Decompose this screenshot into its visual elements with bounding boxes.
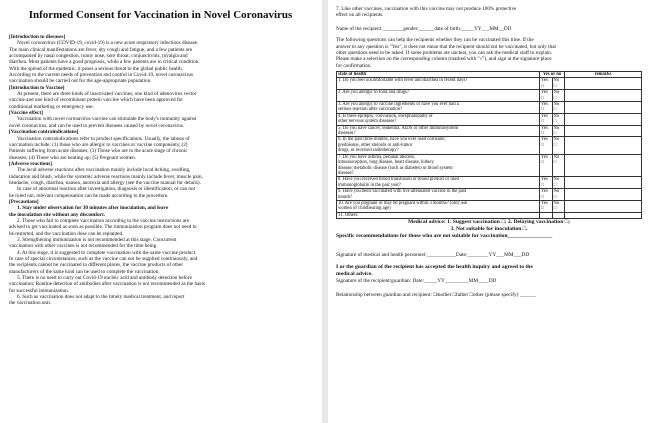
health-question (337, 154, 540, 177)
yes-checkbox[interactable]: Yes □ (540, 125, 553, 137)
precaution-7-line: effect on all recipients. (336, 12, 384, 19)
body-text-line: for successful immunization. (9, 287, 70, 294)
health-question (337, 113, 540, 125)
question-text: immunoglobulin in the past year? (338, 182, 402, 188)
remarks-cell[interactable] (565, 137, 642, 154)
health-question (337, 78, 540, 90)
specific-recommendations-line[interactable]: Specific recommendations for those who are not suitable for vaccination________________ (336, 233, 553, 240)
health-question (337, 177, 540, 189)
body-text-line: At present, there are three kinds of inactivated vaccines, one kind of adenovirus vector (17, 91, 197, 98)
table-row (337, 189, 642, 201)
table-row (337, 125, 642, 137)
health-status-table (336, 71, 642, 219)
header-yes-or-no: Yes or no (540, 72, 565, 78)
question-text: 1. Do you feel uncomfortable with fever and diarrhea in recent days? (338, 78, 468, 84)
yes-checkbox[interactable]: Yes □ (540, 102, 553, 114)
header-remarks: remarks (565, 72, 642, 78)
health-question (337, 90, 540, 102)
section-heading: [Introduction to diseases] (9, 34, 66, 40)
guardian-consent-line: medical advice. (336, 270, 373, 277)
table-row (337, 200, 642, 212)
body-text-line: 3. Strengthening immunization is not recommended at this stage. Concurrent (17, 237, 177, 243)
remarks-cell[interactable] (565, 200, 642, 212)
body-text-line: diarrhea. Most patients have a good prognosis, while a few patients are in critical condition. (9, 59, 200, 66)
body-text-line: 2. Those who fail to complete vaccination according to the vaccine instructions are (17, 217, 190, 224)
remarks-cell[interactable] (565, 154, 642, 177)
remarks-cell[interactable] (565, 78, 642, 90)
body-text-line: headache, cough, diarrhea, nausea, anorexia and allergy (see the vaccine manual for details). (9, 179, 201, 186)
instruction-line: The following questions can help the recipients whether they can be vaccinated this time. If the (336, 37, 534, 44)
question-text: month? (338, 194, 353, 200)
question-text: other nervous system diseases? (338, 119, 397, 125)
yes-checkbox[interactable]: Yes □ (540, 137, 553, 154)
section-heading: [Adverse reactions] (9, 160, 52, 167)
section-heading: [Introduction to Vaccine] (9, 84, 65, 91)
guardian-relationship-line[interactable]: Relationship between guardian and recipient: □mother □father □other (please specify) ______ (336, 292, 536, 299)
yes-checkbox[interactable] (540, 212, 553, 218)
body-text-line: the vaccination unit. (9, 300, 52, 307)
health-question (337, 125, 540, 137)
section-heading: 1. Stay under observation for 30 minutes after inoculation, and leave (17, 205, 169, 212)
remarks-cell[interactable] (565, 212, 642, 218)
no-checkbox[interactable]: No □ (552, 189, 565, 201)
remarks-cell[interactable] (565, 189, 642, 201)
guardian-signature-line[interactable]: Signature of the recipient/guardian: Date:_____YY_________MM____DD (336, 277, 497, 284)
body-text-line: 4. At this stage, it is suggested to complete vaccination with the same vaccine product. (17, 249, 197, 256)
body-text-line: vaccination include: (1) those who are allergic to vaccines or vaccine components; (2) (9, 141, 188, 148)
question-text: 5. Do you have cancer, leukemia, AIDS or other immunosystem (338, 125, 459, 131)
question-text: 11. Others: (338, 212, 359, 218)
body-text-line: manufacturers of the same kind can be used to complete the vaccination. (9, 268, 160, 275)
body-text-line: Patients suffering from acute diseases; (3) Those who are in the acute stage of chronic (9, 148, 188, 155)
body-text-line: In case of abnormal reaction after investigation, diagnosis or identification, or can not (17, 186, 196, 193)
question-text: drugs, or received radiotherapy? (338, 148, 399, 154)
question-text: 10. Are you pregnant or may be pregnant within 3 months? (only ask (338, 200, 468, 206)
question-text: intussusception, lung disease, heart disease, kidney (338, 160, 434, 166)
remarks-cell[interactable] (565, 113, 642, 125)
body-text-line: 6. Such as vaccination does not adapt to the timely medical treatment, and report (17, 294, 185, 301)
document-title: Informed Consent for Vaccination in Novel Coronavirus (28, 9, 293, 21)
no-checkbox[interactable]: No □ (552, 154, 565, 177)
question-text: 3. Are you allergic to vaccine ingredients or have you ever had a (338, 102, 459, 108)
recipient-info-line[interactable]: Name of the recipient:________gender:______date of birth:_____YY___MM__DD (336, 25, 512, 32)
no-checkbox[interactable]: No □ (552, 137, 565, 154)
remarks-cell[interactable] (565, 90, 642, 102)
consent-body (9, 34, 312, 307)
body-text-line: vaccine and one kind of recombinant protein vaccine which have been approved for (9, 97, 183, 104)
yes-checkbox[interactable]: Yes □ (540, 189, 553, 201)
remarks-cell[interactable] (565, 177, 642, 189)
body-text-line: vaccination; Routine detection of antibodies after vaccination is not recommended as the basis (9, 281, 205, 288)
health-question (337, 189, 540, 201)
table-row (337, 78, 642, 90)
yes-checkbox[interactable]: Yes □ (540, 113, 553, 125)
question-text: 8. Have you received blood transfusion or blood product or used (338, 177, 459, 183)
body-text-line: In case of special circumstances, such as the vaccine can not be supplied continuously, and (9, 256, 198, 263)
no-checkbox[interactable]: No □ (552, 78, 565, 90)
body-text-line: novel coronavirus, and can be used to prevent diseases caused by novel coronavirus. (9, 122, 185, 129)
section-heading: [Precautions] (9, 198, 39, 205)
guardian-consent-line: I or the guardian of the recipient has accepted the health inquiry and agreed to the (336, 263, 533, 270)
health-question (337, 137, 540, 154)
body-text-line: According to the current needs of prevention and control in Covid-19, novel coronavirus (9, 72, 193, 79)
consent-page-left (0, 0, 322, 423)
body-text-line: accompanied by nasal congestion, runny nose, sore throat, conjunctivitis, myalgia and (9, 53, 188, 60)
table-row (337, 113, 642, 125)
no-checkbox[interactable]: No □ (552, 102, 565, 114)
section-heading: [Vaccine effect] (9, 110, 43, 117)
precaution-7-line: 7. Like other vaccines, vaccination with this vaccine may not produce 100% protective (336, 6, 517, 12)
instruction-line: for confirmation. (336, 62, 372, 69)
yes-checkbox[interactable]: Yes □ (540, 154, 553, 177)
instruction-line: answer to any question is "Yes", it does not mean that the recipient should not be vaccinated, but only that (336, 43, 556, 50)
section-heading: the inoculation site without any discomfort. (9, 211, 105, 218)
health-question (337, 212, 540, 218)
body-text-line: vaccination with other vaccines is not recommended for the time being. (9, 243, 158, 250)
body-text-line: the recipients cannot be vaccinated in different places, the vaccine products of other (9, 262, 184, 269)
yes-checkbox[interactable]: Yes □ (540, 78, 553, 90)
yes-checkbox[interactable]: Yes □ (540, 177, 553, 189)
body-text-line: be ruled out, relevant compensation can be made according to the procedure. (9, 192, 169, 199)
table-row (337, 102, 642, 114)
question-text: 9. Have you been vaccinated with live attenuated vaccine in the past (338, 189, 467, 195)
body-text-line: diseases; (4) Those who are heating up; (5) Pregnant women. (9, 154, 136, 161)
medical-personnel-signature-line[interactable]: Signature of medical and health personnel:___________Date:________YY___MM___DD (336, 252, 530, 259)
question-text: 7. Do you have asthma, perianal abscess, (338, 154, 415, 160)
body-text-line: advised to get vaccinated as soon as possible. The immunization program does not need to (9, 224, 197, 231)
body-text-line: Vaccination contraindications refer to product specifications. Usually, the taboos of (17, 135, 190, 142)
header-state-of-health: state of health (337, 72, 540, 78)
body-text-line: be restarted, and the vaccination dose can be replanted. (9, 230, 124, 237)
question-text: disease? (338, 170, 354, 176)
yes-checkbox[interactable]: Yes □ (540, 200, 553, 212)
remarks-cell[interactable] (565, 102, 642, 114)
remarks-cell[interactable] (565, 125, 642, 137)
consent-page-right (328, 0, 650, 423)
table-row (337, 212, 642, 218)
body-text-line: induration and blush, while the systemic adverse reactions mainly include fever, muscle pain, (9, 173, 203, 180)
table-row (337, 90, 642, 102)
no-checkbox[interactable] (552, 212, 565, 218)
question-text: serious reaction after vaccination? (338, 107, 403, 113)
body-text-line: Vaccination with novel coronavirus vaccine can stimulate the body's immunity against (17, 116, 197, 123)
medical-advice-line[interactable]: Medical advice: 1. Suggest vaccination □; 2. Delaying vaccination □; (408, 219, 570, 226)
instruction-line: Please make a selection on the corresponding column (marked with "√"), and sign at the signature place (336, 56, 552, 63)
health-question (337, 102, 540, 114)
table-row (337, 154, 642, 177)
body-text-line: The main clinical manifestations are fever, dry cough and fatigue, and a few patients are (9, 46, 193, 53)
question-text: diseases? (338, 131, 356, 137)
table-row (337, 177, 642, 189)
body-text-line: With the spread of the epidemic, it poses a serious threat to the global public health. (9, 65, 183, 72)
not-suitable-line[interactable]: 3. Not suitable for inoculation □. (450, 226, 528, 233)
no-checkbox[interactable]: No □ (552, 177, 565, 189)
no-checkbox[interactable]: No □ (552, 113, 565, 125)
health-inquiry-instructions (336, 37, 642, 69)
section-heading: [Vaccination contraindications] (9, 129, 79, 136)
yes-checkbox[interactable]: Yes □ (540, 90, 553, 102)
no-checkbox[interactable]: No □ (552, 90, 565, 102)
instruction-line: other questions need to be asked. If some problems are unclear, you can ask the medical staff to explain. (336, 49, 553, 56)
body-text-line: conditional marketing or emergency use. (9, 103, 94, 110)
body-text-line: Novel coronavirus (COVID-19, covid-19) is a new acute respiratory infectious disease. (17, 40, 199, 47)
table-row (337, 137, 642, 154)
question-text: 4. Is there epilepsy, convulsion, encephalopathy or (338, 113, 433, 119)
no-checkbox[interactable]: No □ (552, 125, 565, 137)
question-text: 2. Are you allergic to food and drugs? (338, 90, 409, 96)
question-text: prednisone, other steroids or anti-tumor (338, 142, 413, 148)
no-checkbox[interactable]: No □ (552, 200, 565, 212)
question-text: 6. In the past three months, have you ever used cortisone, (338, 137, 446, 143)
question-text: women of childbearing age) (338, 206, 391, 212)
health-question (337, 200, 540, 212)
body-text-line: vaccination should be carried out for the age-appropriate population. (9, 78, 152, 85)
body-text-line: The local adverse reactions after vaccination mainly include local itching, swelling, (17, 167, 191, 174)
question-text: disease, metabolic disease (such as diabetes) or blood system (338, 165, 453, 171)
body-text-line: 5. There is no need to carry out Covid-19 nucleic acid and antibody detection before (17, 275, 192, 282)
